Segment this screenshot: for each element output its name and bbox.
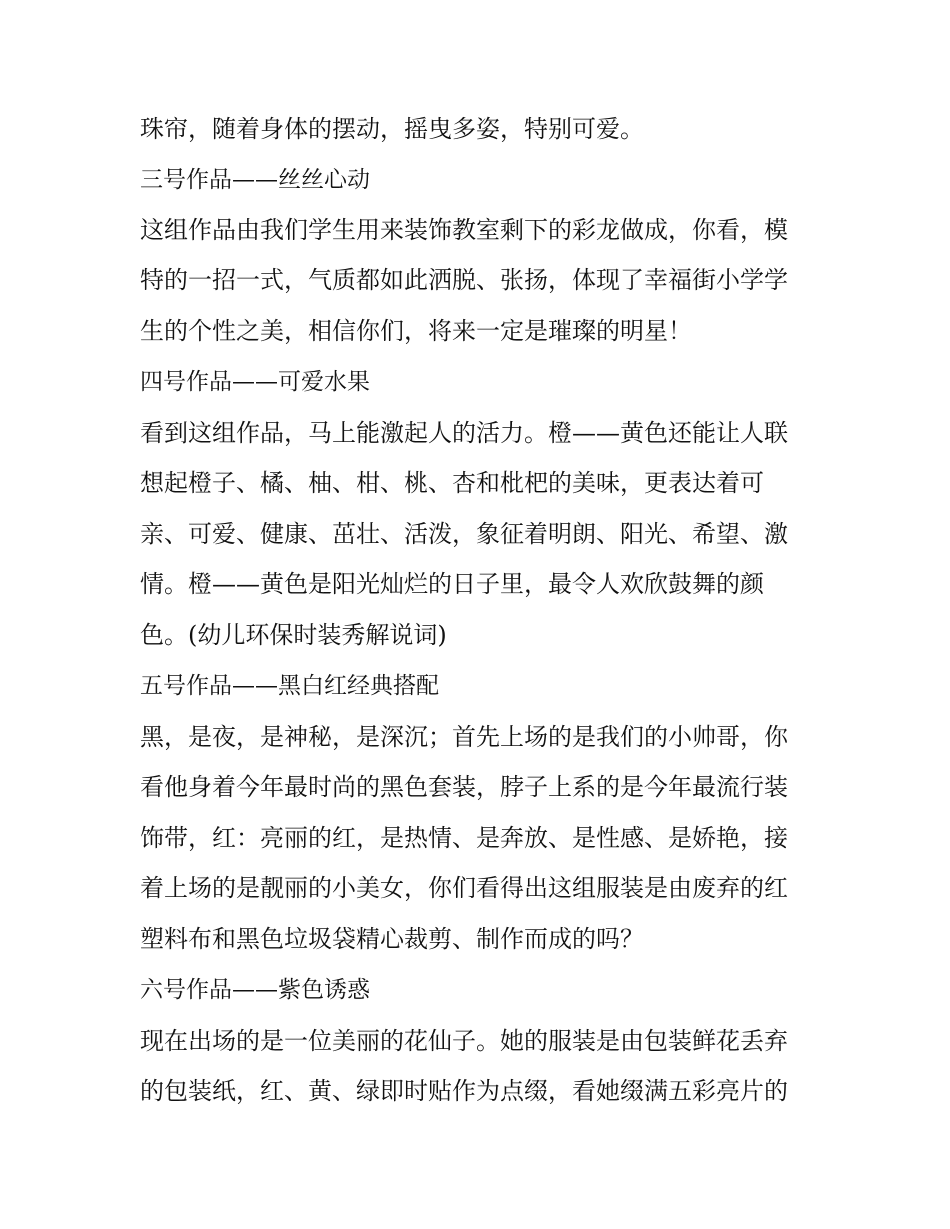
text-line: 色。(幼儿环保时装秀解说词)	[140, 621, 447, 649]
section-heading-5: 五号作品——黑白红经典搭配	[140, 673, 439, 699]
section-heading-6: 六号作品——紫色诱惑	[140, 977, 370, 1003]
text-line: 这组作品由我们学生用来装饰教室剩下的彩龙做成，你看，模	[140, 216, 788, 244]
text-line: 生的个性之美，相信你们，将来一定是璀璨的明星！	[140, 317, 692, 345]
text-line: 看他身着今年最时尚的黑色套装，脖子上系的是今年最流行装	[140, 773, 788, 801]
text-line: 特的一招一式，气质都如此洒脱、张扬，体现了幸福街小学学	[140, 266, 788, 294]
section-heading-4: 四号作品——可爱水果	[140, 369, 370, 395]
text-line: 的包装纸，红、黄、绿即时贴作为点缀，看她缀满五彩亮片的	[140, 1077, 788, 1105]
text-line: 黑，是夜，是神秘，是深沉；首先上场的是我们的小帅哥，你	[140, 723, 788, 751]
section-heading-3: 三号作品——丝丝心动	[140, 167, 370, 193]
text-line: 塑料布和黑色垃圾袋精心裁剪、制作而成的吗？	[140, 925, 644, 953]
text-line: 亲、可爱、健康、茁壮、活泼，象征着明朗、阳光、希望、激	[140, 520, 788, 548]
text-line: 珠帘，随着身体的摆动，摇曳多姿，特别可爱。	[140, 115, 644, 143]
text-line: 着上场的是靓丽的小美女，你们看得出这组服装是由废弃的红	[140, 874, 788, 902]
text-line: 饰带，红：亮丽的红，是热情、是奔放、是性感、是娇艳，接	[140, 824, 788, 852]
text-line: 看到这组作品，马上能激起人的活力。橙——黄色还能让人联	[140, 419, 788, 447]
text-line: 想起橙子、橘、柚、柑、桃、杏和枇杷的美味，更表达着可	[140, 469, 764, 497]
text-line: 现在出场的是一位美丽的花仙子。她的服装是由包装鲜花丢弃	[140, 1027, 788, 1055]
text-line: 情。橙——黄色是阳光灿烂的日子里，最令人欢欣鼓舞的颜	[140, 570, 764, 598]
